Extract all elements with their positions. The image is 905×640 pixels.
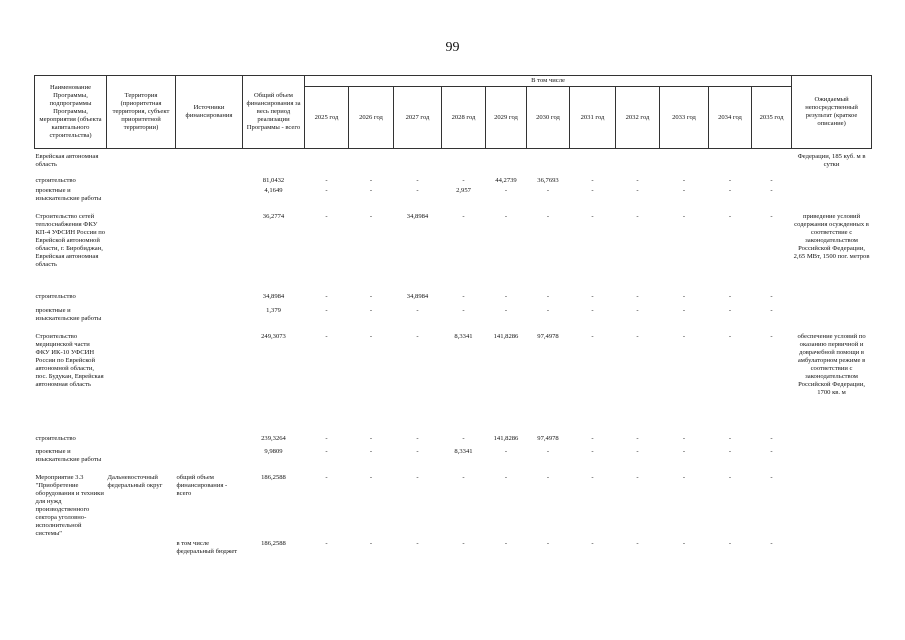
row-year-value: -: [636, 293, 639, 300]
row-year-value: -: [546, 307, 550, 314]
row-year-value: -: [636, 177, 639, 184]
header-including: В том числе: [305, 76, 792, 87]
row-year-value: -: [504, 293, 508, 300]
row-total: 81,0432: [262, 177, 285, 184]
row-year-value: -: [462, 213, 465, 220]
row-year-value: -: [682, 307, 686, 314]
row-name: Мероприятие 3.3 "Приобретение оборудования и техники для нужд производственного сектора уголовно-исполнительной системы": [35, 474, 104, 537]
row-year-value: -: [591, 448, 594, 455]
header-year: 2028 год: [442, 87, 486, 149]
row-source: в том числе федеральный бюджет: [176, 540, 238, 555]
row-total: 9,9809: [264, 448, 283, 455]
row-year-value: -: [369, 293, 373, 300]
row-territory: [107, 152, 176, 176]
row-total: [243, 152, 305, 176]
row-year-value: -: [682, 213, 686, 220]
table-row: [35, 447, 872, 473]
row-territory: [107, 539, 176, 577]
row-year-value: [527, 152, 570, 176]
row-year-value: [305, 152, 349, 176]
row-year-value: -: [416, 177, 419, 184]
row-year-value: [709, 152, 752, 176]
row-year-value: [752, 152, 792, 176]
row-result: [792, 539, 872, 577]
row-year-value: -: [416, 448, 419, 455]
row-year-value: -: [325, 187, 328, 194]
table-row: [35, 212, 872, 292]
row-year-value: -: [636, 540, 639, 547]
row-year-value: -: [369, 333, 373, 340]
row-year-value: -: [416, 333, 419, 340]
row-result: [792, 447, 872, 473]
row-total: 1,379: [266, 307, 281, 314]
row-source: [176, 332, 243, 434]
table-row: [35, 176, 872, 186]
table-row: [35, 539, 872, 577]
row-year-value: -: [504, 187, 508, 194]
row-year-value: [660, 152, 709, 176]
row-year-value: -: [728, 333, 732, 340]
row-territory: [107, 212, 176, 292]
row-year-value: -: [462, 293, 465, 300]
row-total: 186,2588: [261, 474, 286, 481]
row-year-value: [394, 152, 442, 176]
row-year-value: -: [325, 333, 328, 340]
row-year-value: -: [770, 448, 773, 455]
row-year-value: -: [770, 293, 773, 300]
row-total: 4,1649: [264, 187, 283, 194]
table-row: [35, 186, 872, 212]
row-result: [792, 306, 872, 332]
row-year-value: -: [682, 187, 686, 194]
row-year-value: [616, 152, 660, 176]
row-territory: [107, 306, 176, 332]
row-year-value: -: [369, 177, 373, 184]
row-name: строительство: [35, 435, 76, 442]
row-year-value: -: [728, 448, 732, 455]
row-year-value: -: [416, 187, 419, 194]
row-year-value: -: [325, 540, 328, 547]
table-row: [35, 434, 872, 447]
row-year-value: -: [728, 474, 732, 481]
row-year-value: -: [325, 293, 328, 300]
row-year-value: -: [462, 435, 465, 442]
header-year: 2035 год: [752, 87, 792, 149]
row-year-value: -: [416, 474, 419, 481]
row-year-value: -: [770, 540, 773, 547]
row-year-value: -: [462, 540, 465, 547]
row-year-value: -: [369, 213, 373, 220]
row-result: Федерации, 185 куб. м в сутки: [797, 153, 866, 168]
row-year-value: -: [591, 177, 594, 184]
row-year-value: [349, 152, 394, 176]
row-name: [35, 539, 107, 577]
row-year-value: -: [770, 435, 773, 442]
row-year-value: 36,7693: [537, 177, 559, 184]
row-territory: Дальневосточный федеральный округ: [107, 474, 163, 489]
row-year-value: -: [504, 540, 508, 547]
row-year-value: -: [546, 448, 550, 455]
row-year-value: -: [546, 213, 550, 220]
row-year-value: -: [325, 448, 328, 455]
row-year-value: -: [591, 307, 594, 314]
header-year: 2030 год: [527, 87, 570, 149]
row-result: [792, 473, 872, 539]
row-year-value: -: [462, 474, 465, 481]
row-territory: [107, 332, 176, 434]
row-source: [176, 434, 243, 447]
row-year-value: -: [636, 307, 639, 314]
row-year-value: [442, 152, 486, 176]
row-total: 36,2774: [262, 213, 285, 220]
row-year-value: -: [369, 435, 373, 442]
header-year: 2032 год: [616, 87, 660, 149]
row-year-value: -: [591, 540, 594, 547]
row-year-value: -: [504, 213, 508, 220]
header-year: 2029 год: [486, 87, 527, 149]
row-year-value: -: [591, 333, 594, 340]
row-year-value: -: [770, 333, 773, 340]
table-row: [35, 332, 872, 434]
row-territory: [107, 176, 176, 186]
row-year-value: 44,2739: [495, 177, 517, 184]
row-year-value: -: [728, 293, 732, 300]
table-row: [35, 152, 872, 176]
row-year-value: -: [728, 435, 732, 442]
row-year-value: -: [546, 293, 550, 300]
row-year-value: -: [591, 213, 594, 220]
row-year-value: -: [591, 187, 594, 194]
row-name: проектные и изыскательские работы: [35, 448, 102, 463]
header-year: 2025 год: [305, 87, 349, 149]
header-result: Ожидаемый непосредственный результат (краткое описание): [792, 76, 872, 149]
row-year-value: -: [682, 540, 686, 547]
row-result: [792, 176, 872, 186]
row-total: 239,3264: [261, 435, 286, 442]
row-name: проектные и изыскательские работы: [35, 307, 102, 322]
row-year-value: -: [369, 540, 373, 547]
row-year-value: -: [504, 474, 508, 481]
row-year-value: -: [770, 213, 773, 220]
row-name: Строительство сетей теплоснабжения ФКУ КП-4 УФСИН России по Еврейской автономной области, г. Биробиджан, Еврейская автономная область: [35, 213, 106, 268]
row-territory: [107, 434, 176, 447]
row-year-value: -: [325, 307, 328, 314]
header-year: 2034 год: [709, 87, 752, 149]
row-year-value: -: [770, 474, 773, 481]
row-year-value: -: [770, 307, 773, 314]
row-year-value: -: [728, 187, 732, 194]
row-year-value: -: [636, 187, 639, 194]
row-year-value: 8,3341: [454, 333, 473, 340]
row-year-value: 97,4978: [537, 333, 559, 340]
row-year-value: -: [682, 448, 686, 455]
row-source: [176, 212, 243, 292]
row-year-value: -: [369, 448, 373, 455]
row-year-value: -: [770, 187, 773, 194]
row-year-value: -: [682, 333, 686, 340]
row-year-value: -: [325, 474, 328, 481]
table-row: [35, 306, 872, 332]
row-year-value: -: [416, 307, 419, 314]
row-year-value: -: [591, 293, 594, 300]
row-year-value: -: [325, 213, 328, 220]
row-territory: [107, 292, 176, 306]
row-name: строительство: [35, 177, 76, 184]
row-source: [176, 292, 243, 306]
row-year-value: -: [728, 177, 732, 184]
row-year-value: 97,4978: [537, 435, 559, 442]
header-year: 2031 год: [570, 87, 616, 149]
header-year: 2027 год: [394, 87, 442, 149]
row-total: 34,8984: [262, 293, 285, 300]
table-body: [35, 149, 872, 578]
row-year-value: -: [462, 307, 465, 314]
row-result: [792, 434, 872, 447]
row-year-value: 2,957: [456, 187, 471, 194]
row-year-value: -: [369, 307, 373, 314]
table-row: [35, 292, 872, 306]
row-year-value: -: [546, 474, 550, 481]
row-year-value: -: [682, 435, 686, 442]
header-year: 2033 год: [660, 87, 709, 149]
row-name: Еврейская автономная область: [35, 153, 99, 168]
row-year-value: 34,8984: [406, 213, 429, 220]
row-name: строительство: [35, 293, 76, 300]
row-year-value: 8,3341: [454, 448, 473, 455]
row-result: приведение условий содержания осужденных в соответствие с законодательством Российской Федерации, 2,65 МВт, 1500 пог. метров: [793, 213, 870, 260]
row-year-value: -: [636, 333, 639, 340]
row-year-value: -: [682, 293, 686, 300]
row-year-value: -: [504, 307, 508, 314]
table-header: [35, 76, 872, 149]
row-year-value: -: [416, 540, 419, 547]
row-year-value: -: [728, 540, 732, 547]
row-source: [176, 176, 243, 186]
row-year-value: -: [728, 307, 732, 314]
row-year-value: -: [682, 177, 686, 184]
header-name: Наименование Программы, подпрограммы Программы, мероприятия (объекта капитального строительства): [35, 76, 107, 149]
header-sources: Источники финансирования: [176, 76, 243, 149]
row-result: [792, 186, 872, 212]
row-year-value: -: [325, 435, 328, 442]
header-year: 2026 год: [349, 87, 394, 149]
financing-table: [34, 75, 872, 577]
row-name: проектные и изыскательские работы: [35, 187, 102, 202]
row-territory: [107, 447, 176, 473]
row-year-value: [486, 152, 527, 176]
row-year-value: -: [462, 177, 465, 184]
row-year-value: -: [636, 435, 639, 442]
row-year-value: -: [591, 474, 594, 481]
row-year-value: -: [770, 177, 773, 184]
row-year-value: -: [591, 435, 594, 442]
row-source: [176, 447, 243, 473]
row-year-value: -: [369, 474, 373, 481]
row-source: [176, 186, 243, 212]
row-year-value: -: [325, 177, 328, 184]
table-row: [35, 473, 872, 539]
header-total: Общий объем финансирования за весь период реализации Программы - всего: [243, 76, 305, 149]
row-total: 249,3073: [261, 333, 286, 340]
row-year-value: -: [682, 474, 686, 481]
row-result: [792, 292, 872, 306]
row-year-value: -: [369, 187, 373, 194]
row-year-value: -: [416, 435, 419, 442]
row-year-value: -: [636, 448, 639, 455]
row-name: Строительство медицинской части ФКУ ИК-10 УФСИН России по Еврейской автономной области, пос. Будукан, Еврейская автономная область: [35, 333, 104, 388]
row-year-value: [570, 152, 616, 176]
row-total: 186,2588: [261, 540, 286, 547]
row-year-value: -: [636, 213, 639, 220]
row-year-value: -: [636, 474, 639, 481]
row-source: общий объем финансирования - всего: [176, 474, 228, 497]
row-year-value: -: [504, 448, 508, 455]
row-territory: [107, 186, 176, 212]
row-source: [176, 152, 243, 176]
row-year-value: 34,8984: [406, 293, 429, 300]
row-source: [176, 306, 243, 332]
row-year-value: 141,8286: [493, 435, 519, 442]
row-year-value: 141,8286: [493, 333, 519, 340]
header-territory: Территория (приоритетная территория, субъект приоритетной территории): [107, 76, 176, 149]
row-year-value: -: [546, 540, 550, 547]
row-result: обеспечение условий по оказанию первичной и доврачебной помощи в амбулаторном режиме в соответствии с законодательством Российской Федерации, 1700 кв. м: [797, 333, 866, 396]
row-year-value: -: [546, 187, 550, 194]
row-year-value: -: [728, 213, 732, 220]
page-number: 99: [445, 40, 460, 55]
